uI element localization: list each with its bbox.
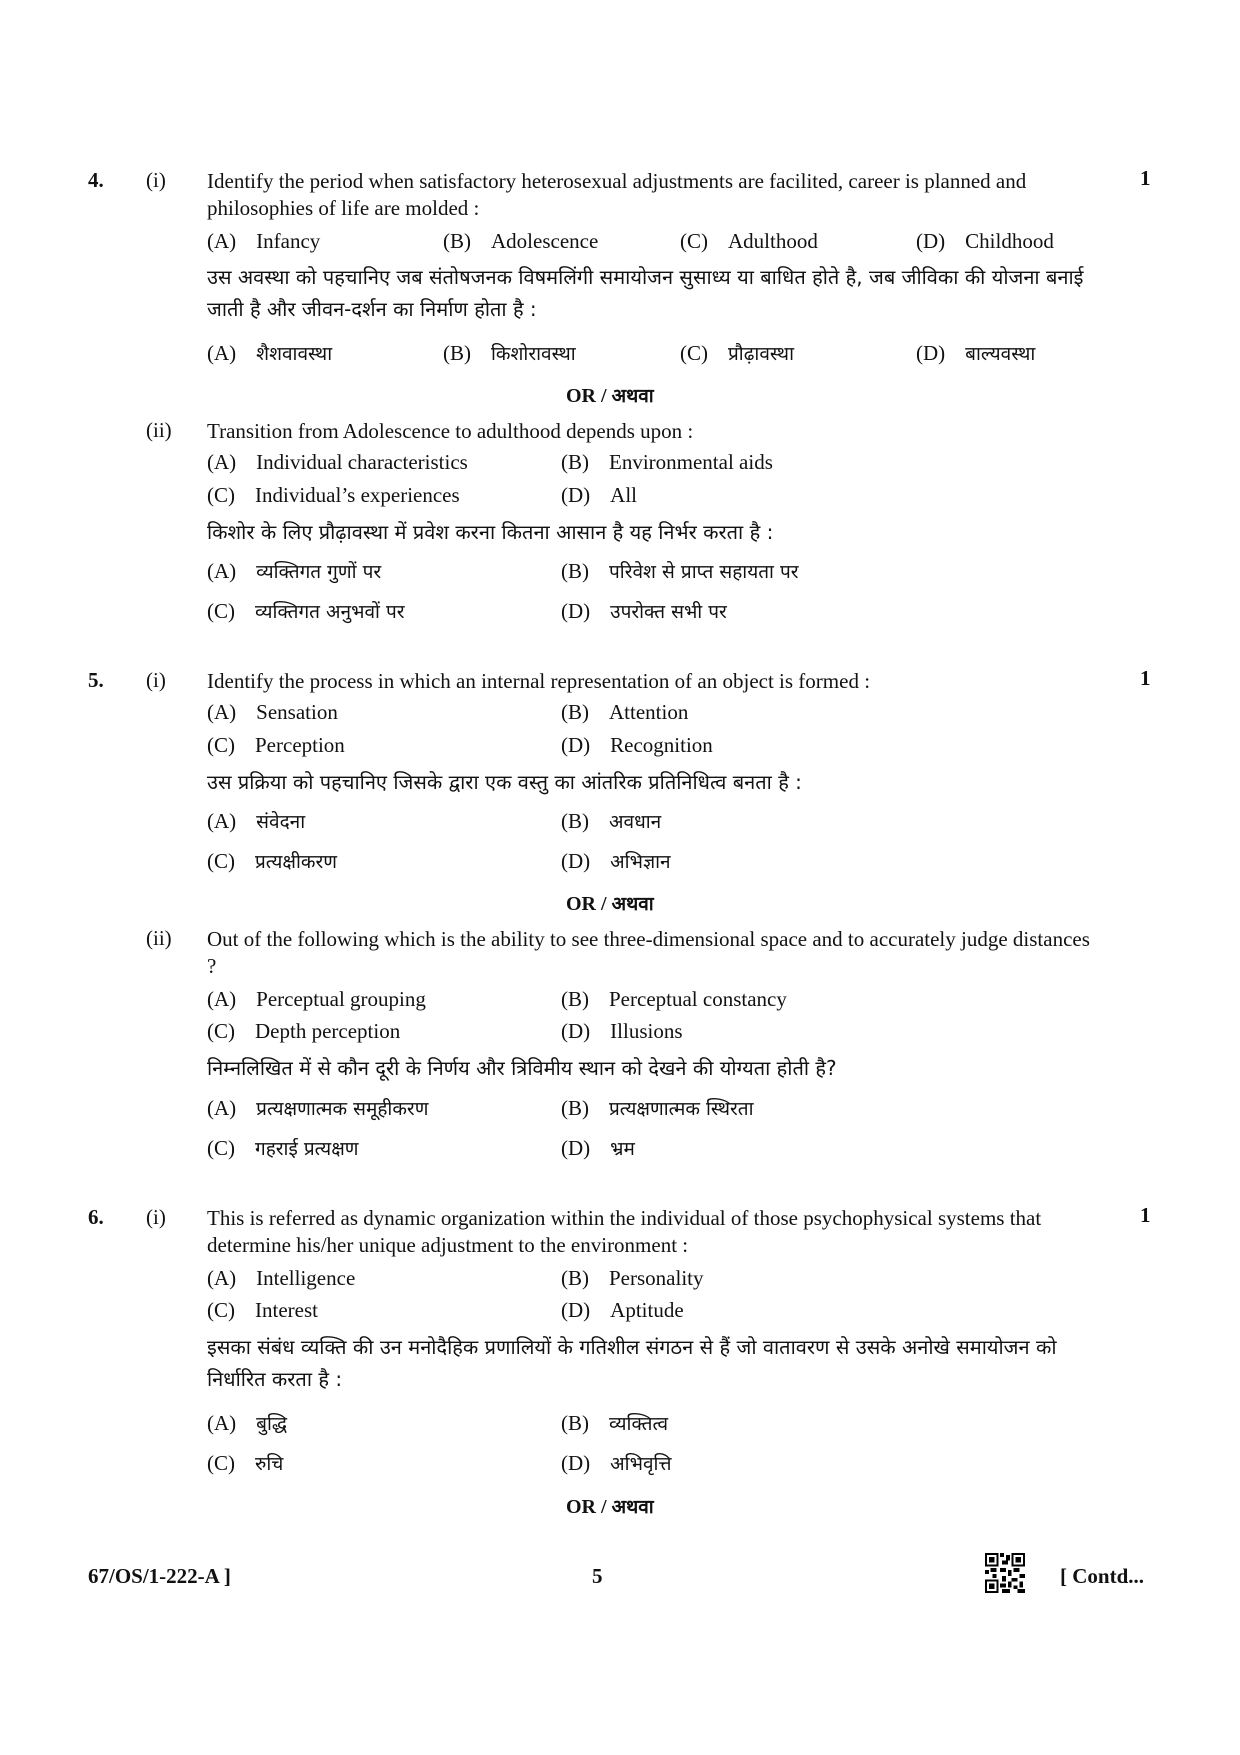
option-label: (B) xyxy=(443,229,471,253)
option-text: व्यक्तित्व xyxy=(609,1413,669,1435)
option-label: (A) xyxy=(207,341,237,365)
option-text: Adulthood xyxy=(728,229,818,253)
paper-code: 67/OS/1-222-A ] xyxy=(88,1564,231,1588)
option-c xyxy=(207,1298,318,1323)
option-text: प्रत्यक्षणात्मक स्थिरता xyxy=(609,1098,754,1120)
question-text-hi: किशोर के लिए प्रौढ़ावस्था में प्रवेश करना कितना आसान है यह निर्भर करता है : xyxy=(207,520,774,544)
option-d-hi xyxy=(916,340,1035,366)
option-label: (B) xyxy=(443,341,471,365)
option-text: Aptitude xyxy=(610,1298,684,1322)
option-label: (D) xyxy=(561,733,591,757)
option-text: Individual’s experiences xyxy=(255,483,460,507)
option-text: Infancy xyxy=(256,229,321,253)
option-c-hi xyxy=(680,340,794,366)
question-text-en: Identify the period when satisfactory heterosexual adjustments are facilited, career is planned and philosophies of life are molded : xyxy=(207,169,1027,220)
option-label: (B) xyxy=(561,1266,589,1290)
option-d xyxy=(561,733,713,758)
part-label: (i) xyxy=(146,668,166,692)
option-text: व्यक्तिगत अनुभवों पर xyxy=(255,601,405,623)
or-label-en: OR / xyxy=(566,385,607,407)
option-text: अवधान xyxy=(609,811,662,833)
option-label: (C) xyxy=(207,849,235,873)
option-c-hi xyxy=(207,598,405,624)
option-text: शैशवावस्था xyxy=(256,343,333,365)
question-text-hi: उस प्रक्रिया को पहचानिए जिसके द्वारा एक वस्तु का आंतरिक प्रतिनिधित्व बनता है : xyxy=(207,770,802,794)
option-text: Illusions xyxy=(610,1019,683,1043)
page-number: 5 xyxy=(592,1564,603,1588)
option-b xyxy=(561,700,688,725)
option-text: परिवेश से प्राप्त सहायता पर xyxy=(609,561,799,583)
option-c xyxy=(207,1019,400,1044)
or-divider xyxy=(566,890,654,916)
option-text: Adolescence xyxy=(491,229,599,253)
or-divider xyxy=(566,382,654,408)
option-text: प्रत्यक्षीकरण xyxy=(255,851,337,873)
option-text: प्रत्यक्षणात्मक समूहीकरण xyxy=(256,1098,429,1120)
qr-code-icon xyxy=(985,1553,1025,1593)
option-text: Individual characteristics xyxy=(256,450,468,474)
option-text: व्यक्तिगत गुणों पर xyxy=(256,561,382,583)
option-b-hi xyxy=(561,1095,754,1121)
marks: 1 xyxy=(1140,166,1151,190)
option-text: संवेदना xyxy=(256,811,306,833)
contd-label: [ Contd... xyxy=(1060,1564,1145,1588)
option-a-hi xyxy=(207,1410,287,1436)
option-text: किशोरावस्था xyxy=(491,343,576,365)
option-label: (C) xyxy=(680,229,708,253)
option-label: (C) xyxy=(207,1298,235,1322)
option-a xyxy=(207,1266,355,1291)
option-label: (A) xyxy=(207,1096,237,1120)
option-label: (B) xyxy=(561,559,589,583)
option-b-hi xyxy=(561,1410,668,1436)
option-label: (D) xyxy=(561,599,591,623)
question-text-en: Out of the following which is the ability to see three-dimensional space and to accurately judge distances ? xyxy=(207,927,1090,978)
question-number: 5. xyxy=(88,668,104,692)
part-label: (i) xyxy=(146,168,166,192)
option-b xyxy=(443,229,598,254)
option-text: अभिवृत्ति xyxy=(610,1453,672,1475)
option-a xyxy=(207,229,320,254)
option-b xyxy=(561,1266,704,1291)
option-text: Perceptual grouping xyxy=(256,987,426,1011)
option-text: All xyxy=(610,483,637,507)
option-label: (D) xyxy=(916,229,946,253)
option-text: Interest xyxy=(255,1298,318,1322)
question-text-hi: निम्नलिखित में से कौन दूरी के निर्णय और त्रिविमीय स्थान को देखने की योग्यता होती है? xyxy=(207,1056,837,1080)
option-label: (A) xyxy=(207,450,237,474)
part-label: (i) xyxy=(146,1205,166,1229)
option-label: (A) xyxy=(207,559,237,583)
option-label: (D) xyxy=(561,1298,591,1322)
option-b xyxy=(561,450,773,475)
option-a xyxy=(207,700,338,725)
option-text: Recognition xyxy=(610,733,713,757)
option-d-hi xyxy=(561,1135,635,1161)
option-text: Perception xyxy=(255,733,345,757)
option-label: (B) xyxy=(561,450,589,474)
option-label: (C) xyxy=(207,1451,235,1475)
option-a xyxy=(207,450,468,475)
option-d-hi xyxy=(561,598,727,624)
option-c xyxy=(207,733,345,758)
option-text: Attention xyxy=(609,700,689,724)
option-label: (C) xyxy=(207,1019,235,1043)
option-d-hi xyxy=(561,848,671,874)
option-label: (B) xyxy=(561,1411,589,1435)
option-label: (D) xyxy=(916,341,946,365)
option-b-hi xyxy=(561,558,799,584)
option-text: रुचि xyxy=(255,1453,284,1475)
option-text: Sensation xyxy=(256,700,338,724)
option-label: (A) xyxy=(207,229,237,253)
option-label: (C) xyxy=(207,599,235,623)
question-number: 6. xyxy=(88,1205,104,1229)
option-label: (C) xyxy=(207,483,235,507)
question-text-en: Transition from Adolescence to adulthood depends upon : xyxy=(207,419,694,443)
option-b-hi xyxy=(561,808,661,834)
option-d-hi xyxy=(561,1450,672,1476)
option-label: (B) xyxy=(561,809,589,833)
option-label: (A) xyxy=(207,1266,237,1290)
option-label: (D) xyxy=(561,483,591,507)
option-c xyxy=(207,483,460,508)
option-label: (A) xyxy=(207,1411,237,1435)
or-divider xyxy=(566,1493,654,1519)
option-a-hi xyxy=(207,808,305,834)
question-text-hi: इसका संबंध व्यक्ति की उन मनोदैहिक प्रणालियों के गतिशील संगठन से हैं जो वातावरण से उसके अनोखे समायोजन को निर्धारित करता है : xyxy=(207,1335,1057,1391)
question-number: 4. xyxy=(88,168,104,192)
option-text: Childhood xyxy=(965,229,1054,253)
or-label-en: OR / xyxy=(566,1496,607,1518)
option-a-hi xyxy=(207,340,332,366)
option-label: (B) xyxy=(561,987,589,1011)
option-text: Environmental aids xyxy=(609,450,773,474)
option-text: प्रौढ़ावस्था xyxy=(728,343,794,365)
option-label: (D) xyxy=(561,1019,591,1043)
option-text: Perceptual constancy xyxy=(609,987,787,1011)
option-b-hi xyxy=(443,340,576,366)
option-label: (C) xyxy=(207,1136,235,1160)
option-a xyxy=(207,987,426,1012)
option-c-hi xyxy=(207,1450,283,1476)
option-d xyxy=(561,1298,684,1323)
option-label: (A) xyxy=(207,809,237,833)
part-label: (ii) xyxy=(146,418,172,442)
option-d xyxy=(561,483,637,508)
option-b xyxy=(561,987,787,1012)
marks: 1 xyxy=(1140,666,1151,690)
option-label: (C) xyxy=(680,341,708,365)
or-label-hi: अथवा xyxy=(611,385,654,407)
option-text: बाल्यवस्था xyxy=(965,343,1036,365)
option-label: (D) xyxy=(561,1136,591,1160)
option-c-hi xyxy=(207,1135,359,1161)
option-label: (B) xyxy=(561,1096,589,1120)
option-label: (D) xyxy=(561,849,591,873)
option-text: गहराई प्रत्यक्षण xyxy=(255,1138,359,1160)
or-label-en: OR / xyxy=(566,893,607,915)
option-text: बुद्धि xyxy=(256,1413,288,1435)
option-label: (C) xyxy=(207,733,235,757)
question-text-hi: उस अवस्था को पहचानिए जब संतोषजनक विषमलिंगी समायोजन सुसाध्य या बाधित होते है, जब जीविका की योजना बनाई जाती है और जीवन-दर्शन का निर्माण होता है : xyxy=(207,265,1084,321)
part-label: (ii) xyxy=(146,926,172,950)
option-c-hi xyxy=(207,848,337,874)
or-label-hi: अथवा xyxy=(611,1496,654,1518)
option-label: (A) xyxy=(207,987,237,1011)
option-d xyxy=(916,229,1054,254)
question-text-en: Identify the process in which an internal representation of an object is formed : xyxy=(207,669,871,693)
marks: 1 xyxy=(1140,1203,1151,1227)
option-a-hi xyxy=(207,1095,428,1121)
option-label: (D) xyxy=(561,1451,591,1475)
option-text: अभिज्ञान xyxy=(610,851,671,873)
option-text: Depth perception xyxy=(255,1019,401,1043)
option-a-hi xyxy=(207,558,381,584)
option-label: (A) xyxy=(207,700,237,724)
option-c xyxy=(680,229,818,254)
or-label-hi: अथवा xyxy=(611,893,654,915)
option-text: Intelligence xyxy=(256,1266,356,1290)
option-text: उपरोक्त सभी पर xyxy=(610,601,727,623)
option-label: (B) xyxy=(561,700,589,724)
option-text: Personality xyxy=(609,1266,704,1290)
option-text: भ्रम xyxy=(610,1138,635,1160)
option-d xyxy=(561,1019,683,1044)
question-text-en: This is referred as dynamic organization within the individual of those psychophysical systems that determine his/her unique adjustment to the environment : xyxy=(207,1206,1042,1257)
